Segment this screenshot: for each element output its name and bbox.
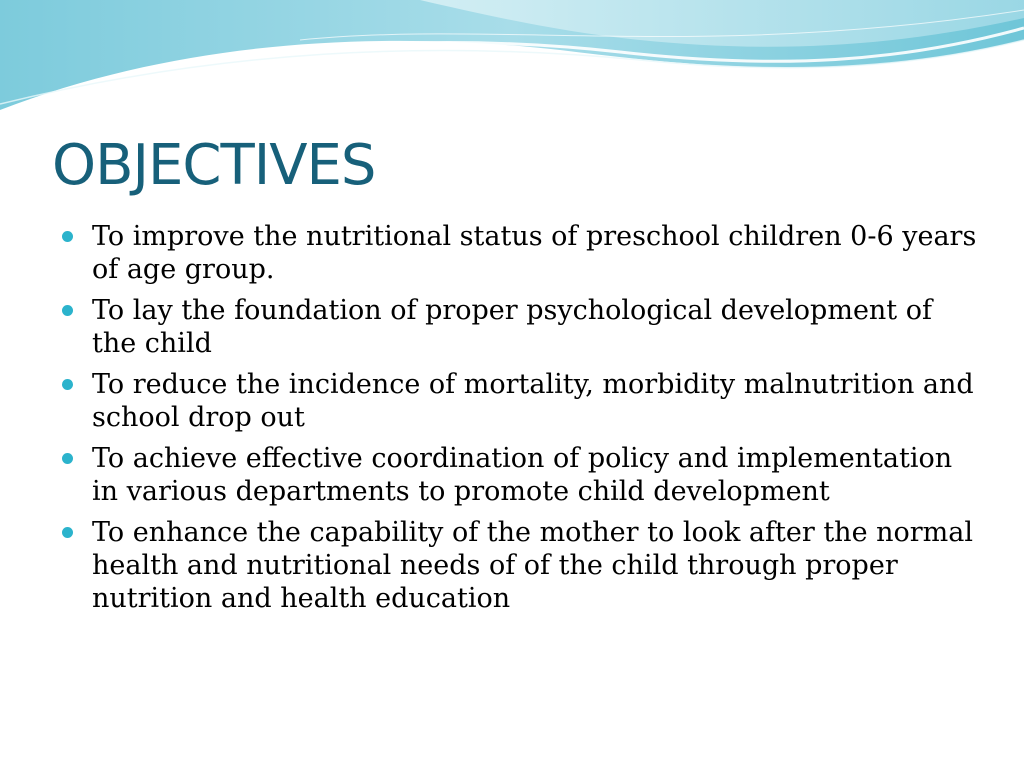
objectives-list <box>62 220 982 623</box>
objective-item: To achieve effective coordination of policy and implementation in various departments to promote child development <box>62 442 982 508</box>
slide-title: OBJECTIVES <box>52 133 376 198</box>
objective-item: To reduce the incidence of mortality, morbidity malnutrition and school drop out <box>62 368 982 434</box>
wave-header-decoration <box>0 0 1024 120</box>
objective-item: To lay the foundation of proper psychological development of the child <box>62 294 982 360</box>
objective-item: To enhance the capability of the mother to look after the normal health and nutritional needs of of the child through proper nutrition and health education <box>62 516 982 615</box>
objective-item: To improve the nutritional status of preschool children 0-6 years of age group. <box>62 220 982 286</box>
